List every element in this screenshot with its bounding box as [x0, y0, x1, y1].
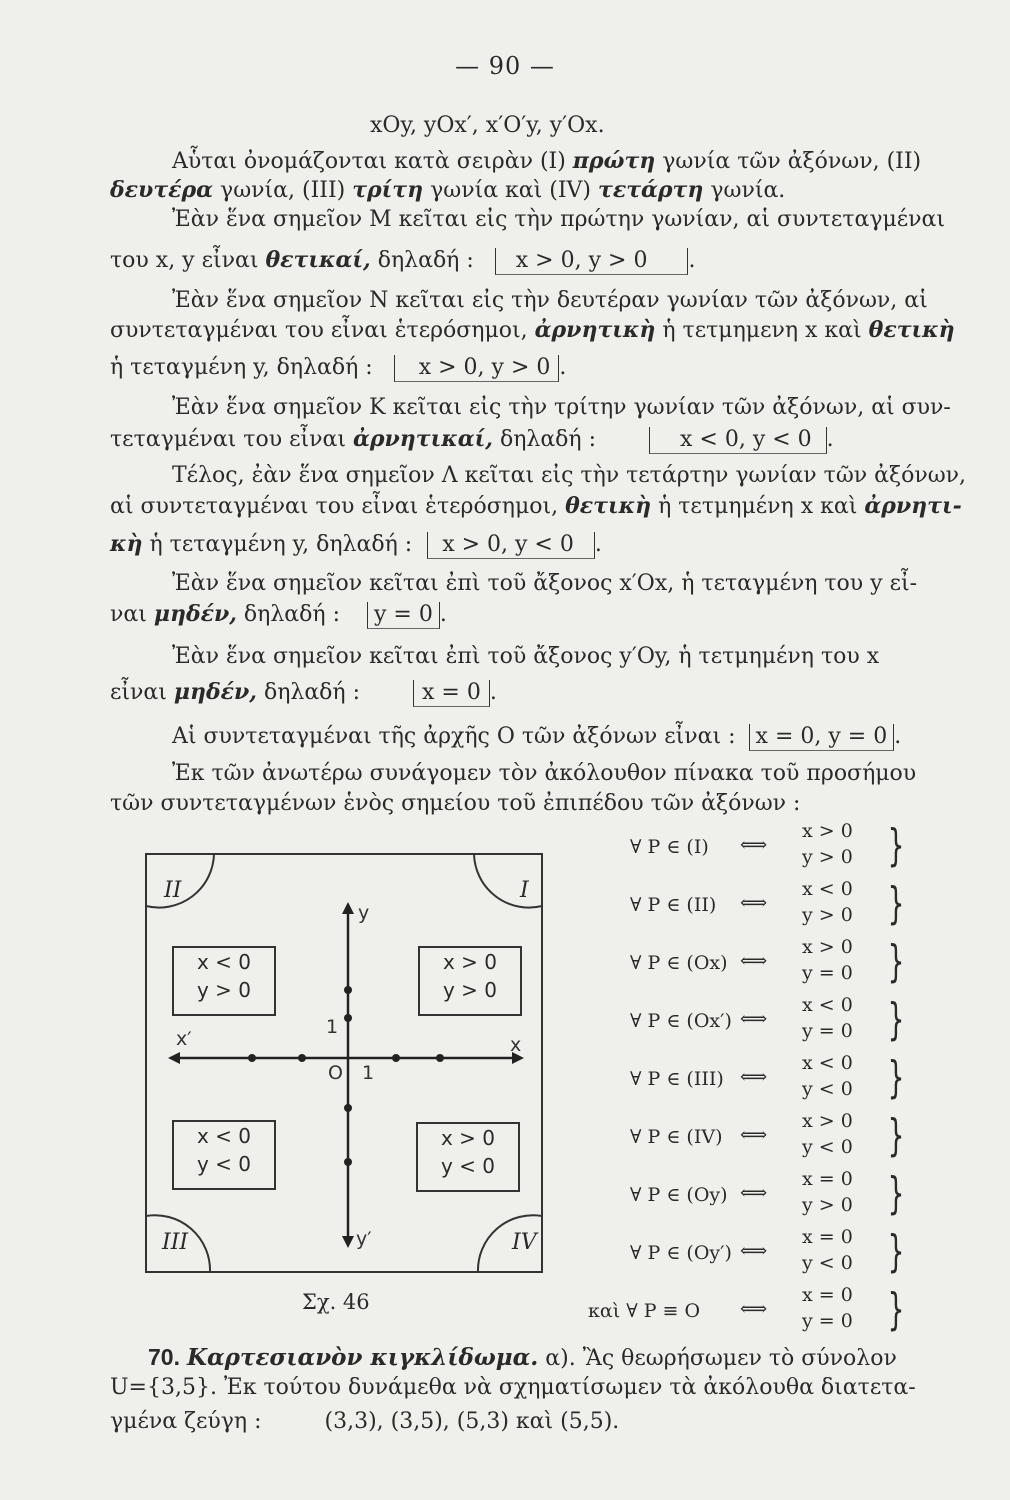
emphasis: ἀρνητι-: [864, 493, 962, 519]
y-condition: y = 0: [802, 1020, 853, 1042]
brace-icon: }: [887, 1052, 905, 1103]
table-row: [630, 1110, 930, 1166]
quadrant-box-i: [418, 946, 522, 1016]
table-row: [630, 936, 930, 992]
text-span: γωνία τῶν ἀξόνων, (II): [655, 149, 922, 174]
brace-icon: }: [887, 820, 905, 871]
text-line: ἡ τεταγμένη y, δηλαδή : x > 0, y > 0 .: [110, 355, 567, 380]
ordered-pairs: (3,3), (3,5), (5,3) καὶ (5,5).: [324, 1409, 620, 1434]
quadrant-condition: y > 0: [442, 978, 498, 1002]
unit-y-label: 1: [326, 1016, 339, 1038]
quadrant-condition: y < 0: [440, 1154, 496, 1178]
y-condition: y < 0: [802, 1136, 853, 1158]
text-line: του x, y εἶναι θετικαί, δηλαδή : x > 0, y > 0 .: [110, 247, 696, 273]
axis-point: [344, 1014, 352, 1022]
equivalence-arrow: ⟺: [740, 892, 768, 914]
quadrant-condition: x > 0: [440, 1126, 496, 1150]
emphasis: πρώτη: [572, 148, 656, 174]
y-condition: y = 0: [802, 962, 853, 984]
x-condition: x > 0: [802, 1110, 853, 1132]
text-line: τεταγμέναι του εἶναι ἀρνητικαί, δηλαδή : x < 0, y < 0 .: [110, 426, 834, 452]
figure-caption: Σχ. 46: [302, 1290, 370, 1314]
y-condition: y > 0: [802, 1194, 853, 1216]
equivalence-arrow: ⟺: [740, 1182, 768, 1204]
set-condition: ∀ P ∈ (IV): [630, 1126, 723, 1148]
set-condition: ∀ P ∈ (I): [630, 836, 709, 858]
text-span: τεταγμέναι του εἶναι: [110, 427, 353, 452]
text-span: ἡ τεταγμένη y, δηλαδή :: [110, 355, 373, 380]
x-condition: x = 0: [802, 1168, 853, 1190]
set-condition: ∀ P ∈ (Oy′): [630, 1242, 732, 1264]
set-condition: ∀ P ∈ (Oy): [630, 1184, 728, 1206]
y-prime-axis-label: y′: [356, 1228, 372, 1250]
equivalence-arrow: ⟺: [740, 950, 768, 972]
brace-icon: }: [887, 878, 905, 929]
text-span: ἡ τετμημενη x καὶ: [655, 318, 869, 343]
emphasis: κὴ: [110, 531, 143, 557]
condition-box: x = 0: [413, 680, 490, 707]
table-row: [630, 1168, 930, 1224]
text-line: ναι μηδέν, δηλαδή : y = 0 .: [110, 601, 447, 627]
text-line: Τέλος, ἐὰν ἕνα σημεῖον Λ κεῖται εἰς τὴν τετάρτην γωνίαν τῶν ἀξόνων,: [172, 463, 967, 488]
axis-point: [344, 1158, 352, 1166]
equivalence-arrow: ⟺: [740, 1124, 768, 1146]
quadrant-label-ii: II: [164, 878, 182, 903]
x-condition: x < 0: [802, 994, 853, 1016]
emphasis: τρίτη: [352, 177, 424, 203]
equivalence-arrow: ⟺: [740, 834, 768, 856]
quadrant-condition: x < 0: [196, 950, 252, 974]
page-number: — 90 —: [455, 52, 555, 80]
y-condition: y < 0: [802, 1252, 853, 1274]
y-condition: y > 0: [802, 904, 853, 926]
emphasis: θετικὴ: [868, 317, 955, 343]
axis-point: [298, 1054, 306, 1062]
x-condition: x > 0: [802, 820, 853, 842]
x-prime-axis-label: x′: [176, 1028, 192, 1050]
text-line: [370, 112, 1010, 140]
quadrant-label-iv: IV: [512, 1230, 537, 1255]
y-prime-arrow: [342, 1236, 354, 1248]
emphasis: ἀρνητικαί,: [352, 426, 493, 452]
emphasis: δευτέρα: [110, 177, 214, 203]
text-line: Ἐὰν ἕνα σημεῖον Ν κεῖται εἰς τὴν δευτέραν γωνίαν τῶν ἀξόνων, αἱ: [172, 288, 928, 313]
axis-point: [248, 1054, 256, 1062]
x-condition: x > 0: [802, 936, 853, 958]
section-number: 70.: [148, 1344, 180, 1370]
emphasis: μηδέν,: [153, 601, 237, 627]
text-span: γμένα ζεύγη :: [110, 1409, 262, 1434]
condition-box: x > 0, y > 0: [394, 355, 560, 382]
x-condition: x < 0: [802, 1052, 853, 1074]
y-condition: y > 0: [802, 846, 853, 868]
coordinate-diagram: [140, 850, 550, 1280]
text-line: εἶναι μηδέν, δηλαδή : x = 0 .: [110, 679, 497, 705]
angles-list: xOy, yOx′, x′O′y, y′Ox.: [370, 113, 605, 138]
emphasis: ἀρνητικὴ: [534, 317, 656, 343]
text-span: εἶναι: [110, 680, 174, 705]
text-span: ἡ τεταγμένη y, δηλαδή :: [142, 532, 413, 557]
emphasis: θετικὴ: [565, 493, 652, 519]
emphasis: μηδέν,: [173, 679, 257, 705]
quadrant-box-iii: [172, 1120, 276, 1190]
equivalence-arrow: ⟺: [740, 1240, 768, 1262]
equivalence-arrow: ⟺: [740, 1066, 768, 1088]
text-line: Ἐὰν ἕνα σημεῖον κεῖται ἐπὶ τοῦ ἄξονος y′Oy, ἡ τετμημένη του x: [172, 644, 880, 669]
x-condition: x = 0: [802, 1226, 853, 1248]
condition-box: x < 0, y < 0: [649, 427, 827, 454]
diagram-frame: [146, 854, 542, 1272]
table-row: [630, 820, 930, 876]
text-span: δηλαδή :: [236, 602, 340, 627]
condition-box: x > 0, y > 0: [495, 248, 689, 275]
table-row: [630, 1052, 930, 1108]
table-row: [588, 1284, 930, 1340]
text-span: α). Ἂς θεωρήσωμεν τὸ σύνολον: [538, 1346, 897, 1371]
set-condition: ∀ P ∈ (III): [630, 1068, 724, 1090]
brace-icon: }: [887, 994, 905, 1045]
text-line: [110, 492, 962, 521]
section-title: Καρτεσιανὸν κιγκλίδωμα.: [186, 1344, 539, 1371]
set-condition: ∀ P ∈ (Ox): [630, 952, 728, 974]
set-condition: ∀ P ∈ (Ox′): [630, 1010, 732, 1032]
quadrant-label-iii: III: [162, 1230, 189, 1255]
x-prime-arrow: [168, 1052, 180, 1064]
unit-x-label: 1: [362, 1062, 375, 1084]
quadrant-label-i: I: [520, 878, 529, 903]
text-span: αἱ συντεταγμέναι του εἶναι ἑτερόσημοι,: [110, 494, 566, 519]
x-axis-label: x: [510, 1034, 522, 1056]
text-line: [110, 316, 955, 345]
y-condition: y = 0: [802, 1310, 853, 1332]
quadrant-condition: x > 0: [442, 950, 498, 974]
text-line: Ἐὰν ἕνα σημεῖον Κ κεῖται εἰς τὴν τρίτην γωνίαν τῶν ἀξόνων, αἱ συν-: [172, 395, 951, 420]
text-span: γωνία καὶ (IV): [423, 178, 599, 203]
text-span: δηλαδή :: [256, 680, 361, 705]
brace-icon: }: [887, 1226, 905, 1277]
axis-point: [344, 1104, 352, 1112]
axis-point: [392, 1054, 400, 1062]
equivalence-arrow: ⟺: [740, 1008, 768, 1030]
quadrant-box-iv: [416, 1122, 520, 1192]
text-span: ναι: [110, 602, 154, 627]
emphasis: τετάρτη: [598, 177, 704, 203]
quadrant-condition: x < 0: [196, 1124, 252, 1148]
brace-icon: }: [887, 1110, 905, 1161]
text-line: τῶν συντεταγμένων ἑνὸς σημείου τοῦ ἐπιπέδου τῶν ἀξόνων :: [110, 791, 801, 816]
text-span: συντεταγμέναι του εἶναι ἑτερόσημοι,: [110, 318, 535, 343]
y-condition: y < 0: [802, 1078, 853, 1100]
text-span: δηλαδή :: [370, 248, 474, 273]
quadrant-box-ii: [172, 946, 276, 1016]
table-row: [630, 1226, 930, 1282]
text-span: ἡ τετμημένη x καὶ: [651, 494, 865, 519]
text-line: [110, 1343, 930, 1373]
text-line: Ἐὰν ἕνα σημεῖον Μ κεῖται εἰς τὴν πρώτην γωνίαν, αἱ συντεταγμέναι: [172, 207, 946, 232]
text-span: Αἱ συντεταγμέναι τῆς ἀρχῆς Ο τῶν ἀξόνων εἶναι :: [172, 724, 736, 749]
text-line: Ἐκ τῶν ἀνωτέρω συνάγομεν τὸν ἀκόλουθον πίνακα τοῦ προσήμου: [172, 761, 917, 786]
condition-box: y = 0: [367, 602, 440, 629]
brace-icon: }: [887, 1168, 905, 1219]
text-span: δηλαδή :: [492, 427, 597, 452]
corner-arc-i: [474, 854, 542, 908]
table-row: [630, 878, 930, 934]
text-line: U={3,5}. Ἐκ τούτου δυνάμεθα νὰ σχηματίσωμεν τὰ ἀκόλουθα διατετα-: [110, 1375, 916, 1400]
text-line: Αἱ συντεταγμέναι τῆς ἀρχῆς Ο τῶν ἀξόνων εἶναι : x = 0, y = 0 .: [172, 724, 902, 749]
set-condition: ∀ P ∈ (II): [630, 894, 717, 916]
quadrant-condition: y < 0: [196, 1152, 252, 1176]
text-line: [110, 176, 930, 205]
emphasis: θετικαί,: [265, 247, 371, 273]
text-span: γωνία, (III): [213, 178, 353, 203]
x-condition: x < 0: [802, 878, 853, 900]
diagram-lines: [140, 850, 550, 1280]
text-line: [110, 147, 992, 176]
text-span: του x, y εἶναι: [110, 248, 266, 273]
y-arrow: [342, 902, 354, 914]
origin-label: O: [328, 1062, 343, 1084]
brace-icon: }: [887, 1284, 905, 1335]
equivalence-arrow: ⟺: [740, 1298, 768, 1320]
condition-box: x > 0, y < 0: [427, 532, 595, 559]
text-span: Αὗται ὀνομάζονται κατὰ σειρὰν (I): [172, 149, 573, 174]
text-line: Ἐὰν ἕνα σημεῖον κεῖται ἐπὶ τοῦ ἄξονος x′Ox, ἡ τεταγμένη του y εἶ-: [172, 571, 918, 596]
axis-point: [344, 986, 352, 994]
set-condition: καὶ ∀ P ≡ O: [588, 1300, 701, 1322]
table-row: [630, 994, 930, 1050]
quadrant-condition: y > 0: [196, 978, 252, 1002]
brace-icon: }: [887, 936, 905, 987]
condition-box: x = 0, y = 0: [749, 724, 895, 751]
y-axis-label: y: [358, 902, 370, 924]
axis-point: [436, 1054, 444, 1062]
text-line: κὴ ἡ τεταγμένη y, δηλαδή : x > 0, y < 0 .: [110, 531, 602, 557]
text-span: γωνία.: [703, 178, 786, 203]
x-condition: x = 0: [802, 1284, 853, 1306]
text-line: [110, 1408, 930, 1436]
